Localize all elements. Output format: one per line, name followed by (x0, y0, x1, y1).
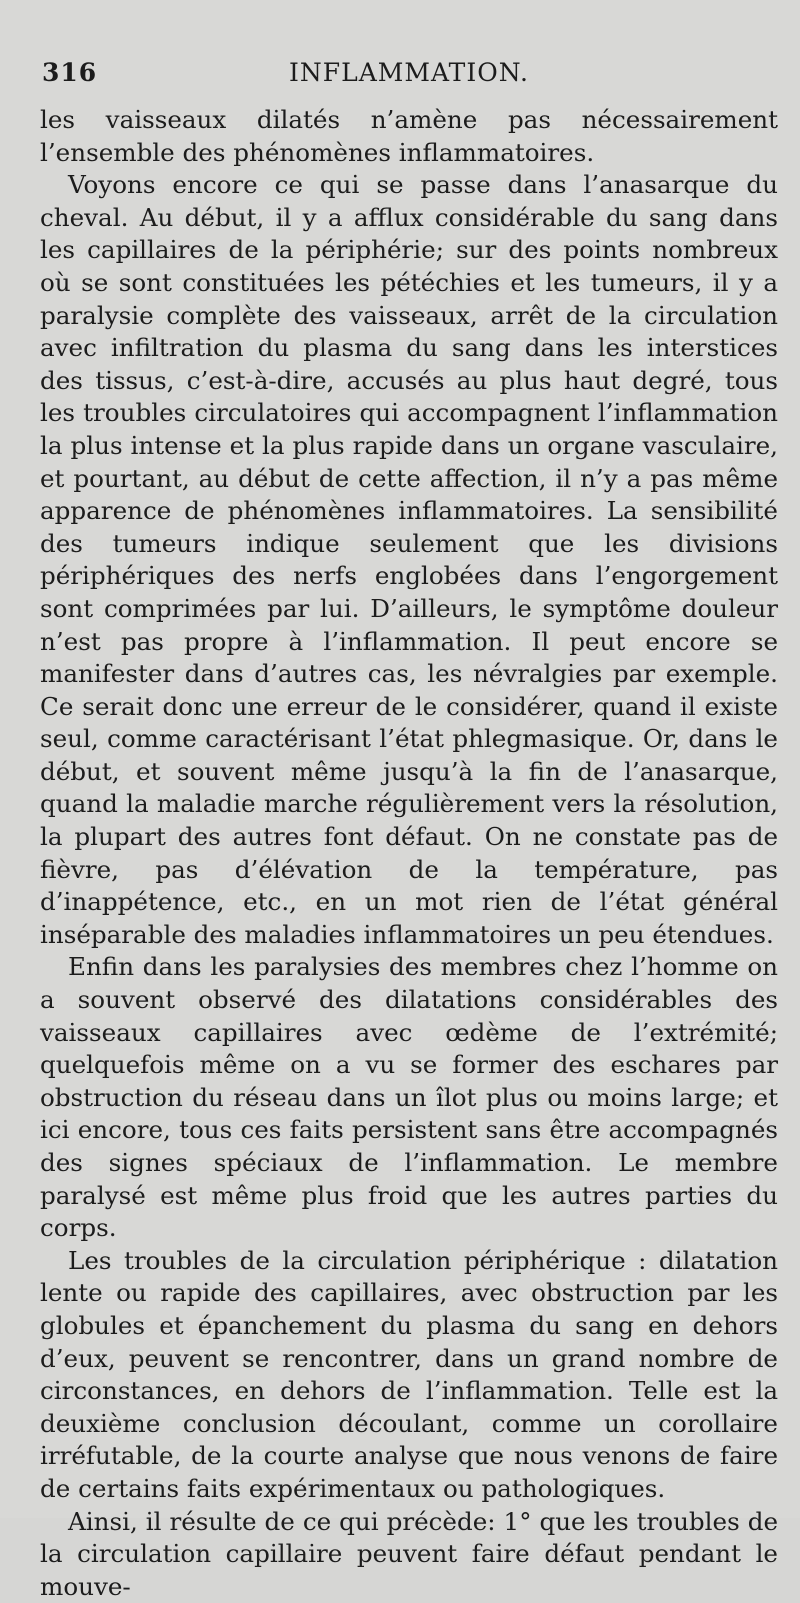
page-number: 316 (42, 58, 98, 87)
page-header (40, 58, 778, 98)
paragraph-anasarque: Voyons encore ce qui se passe dans l’anasarque du cheval. Au début, il y a afflux considérable du sang dans les capillaires de la périphérie; sur des points nombreux où se sont constituées les pétéchies et les tumeurs, il y a paralysie complète des vaisseaux, arrêt de la circulation avec infiltration du plasma du sang dans les interstices des tissus, c’est-à-dire, accusés au plus haut degré, tous les troubles circulatoires qui accompagnent l’inflammation la plus intense et la plus rapide dans un organe vasculaire, et pourtant, au début de cette affection, il n’y a pas même apparence de phénomènes inflammatoires. La sensibilité des tumeurs indique seulement que les divisions périphériques des nerfs englobées dans l’engorgement sont comprimées par lui. D’ailleurs, le symptôme douleur n’est pas propre à l’inflammation. Il peut encore se manifester dans d’autres cas, les névralgies par exemple. Ce serait donc une erreur de le considérer, quand il existe seul, comme caractérisant l’état phlegmasique. Or, dans le début, et souvent même jusqu’à la fin de l’anasarque, quand la maladie marche régulièrement vers la résolution, la plupart des autres font défaut. On ne constate pas de fièvre, pas d’élévation de la température, pas d’inappétence, etc., en un mot rien de l’état général inséparable des maladies inflammatoires un peu étendues. (40, 170, 778, 949)
running-title: INFLAMMATION. (289, 58, 529, 87)
body-text (40, 104, 778, 1603)
paragraph-paralysies: Enfin dans les paralysies des membres chez l’homme on a souvent observé des dilatations considérables des vaisseaux capillaires avec œdème de l’extrémité; quelquefois même on a vu se former des eschares par obstruction du réseau dans un îlot plus ou moins large; et ici encore, tous ces faits persistent sans être accompagnés des signes spéciaux de l’inflammation. Le membre paralysé est même plus froid que les autres parties du corps. (40, 952, 778, 1243)
paragraph-troubles-circulation: Les troubles de la circulation périphérique : dilatation lente ou rapide des capillaires, avec obstruction par les globules et épanchement du plasma du sang en dehors d’eux, peuvent se rencontrer, dans un grand nombre de circonstances, en dehors de l’inflammation. Telle est la deuxième conclusion découlant, comme un corollaire irréfutable, de la courte analyse que nous venons de faire de certains faits expérimentaux ou pathologiques. (40, 1245, 778, 1503)
paragraph-conclusion: Ainsi, il résulte de ce qui précède: 1° que les troubles de la circulation capillaire peuvent faire défaut pendant le mouve- (40, 1506, 778, 1601)
paragraph-continuation: les vaisseaux dilatés n’amène pas nécessairement l’ensemble des phénomènes inflammatoires. (40, 105, 778, 167)
